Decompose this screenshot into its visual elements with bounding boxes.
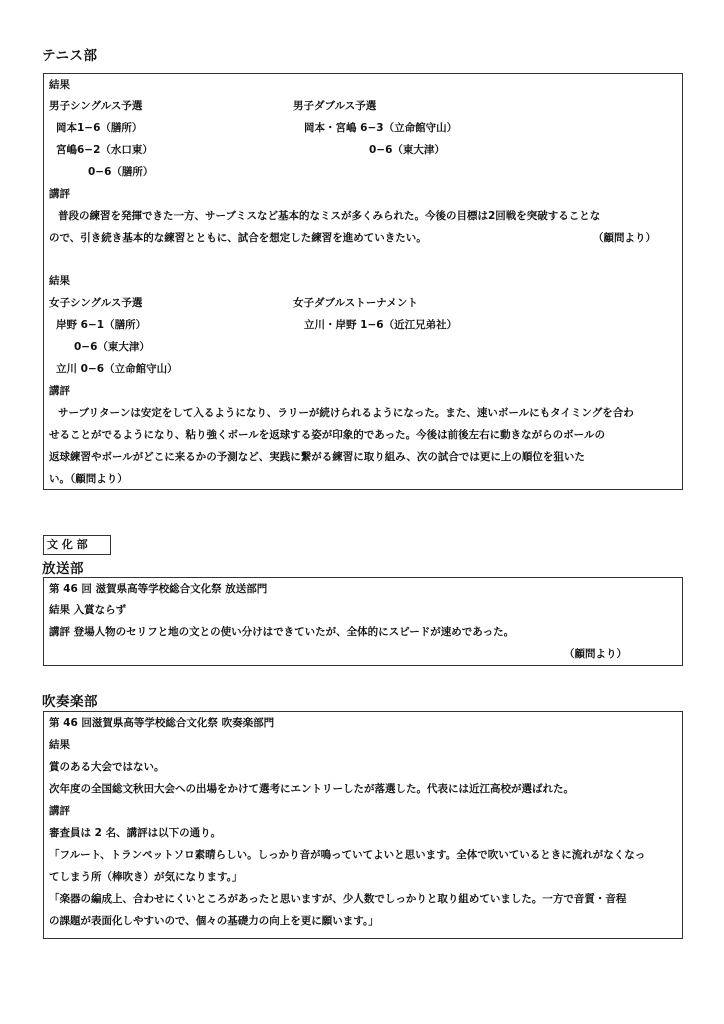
girls-doubles-result: 立川・岸野 1−6（近江兄弟社）	[304, 319, 458, 331]
boys-doubles-title: 男子ダブルス予選	[293, 100, 377, 112]
broadcast-result: 結果 入賞ならず	[49, 604, 127, 616]
girls-result-label: 結果	[49, 275, 70, 287]
broadcast-heading: 放送部	[42, 561, 84, 577]
brass-event: 第 46 回滋賀県高等学校総合文化祭 吹奏楽部門	[49, 717, 275, 729]
culture-section-tag: 文 化 部	[43, 535, 111, 555]
boys-singles-result: 岡本1−6（膳所）	[56, 122, 143, 134]
broadcast-event: 第 46 回 滋賀県高等学校総合文化祭 放送部門	[49, 583, 268, 595]
girls-doubles-title: 女子ダブルストーナメント	[293, 297, 418, 309]
broadcast-review-source: （顧問より）	[564, 648, 627, 660]
girls-singles-result: 立川 0−6（立命館守山）	[56, 363, 178, 375]
girls-review-line: せることがでるようになり、粘り強くボールを返球する姿が印象的であった。今後は前後左右に動きながらのボールの	[49, 429, 605, 441]
boys-singles-result: 宮嶋6−2（水口東）	[56, 144, 153, 156]
brass-review-line: てしまう所（棒吹き）が気になります。」	[49, 871, 243, 883]
tennis-heading: テニス部	[42, 48, 98, 64]
boys-singles-result: 0−6（膳所）	[88, 166, 154, 178]
brass-heading: 吹奏楽部	[42, 694, 98, 710]
brass-review-line: の課題が表面化しやすいので、個々の基礎力の向上を更に願います。」	[49, 915, 379, 927]
brass-review-line: 「楽器の編成上、合わせにくいところがあったと思いますが、少人数でしっかりと取り組めていました。一方で音質・音程	[49, 893, 627, 905]
boys-doubles-result: 0−6（東大津）	[369, 144, 445, 156]
brass-result-line: 賞のある大会ではない。	[49, 761, 165, 773]
boys-review-line: ので、引き続き基本的な練習とともに、試合を想定した練習を進めていきたい。	[49, 232, 427, 244]
girls-review-line: 返球練習やボールがどこに来るかの予測など、実践に繋がる練習に取り組み、次の試合では更に上の順位を狙いた	[49, 451, 585, 463]
boys-review-line: 普段の練習を発揮できた一方、サーブミスなど基本的なミスが多くみられた。今後の目標は2回戦を突破することな	[58, 210, 601, 222]
boys-review-source: （顧問より）	[593, 232, 656, 244]
brass-review-label: 講評	[49, 805, 70, 817]
brass-box	[43, 711, 683, 939]
brass-review-line: 審査員は 2 名、講評は以下の通り。	[49, 827, 222, 839]
girls-review-line: い。（顧問より）	[49, 473, 128, 485]
girls-singles-result: 0−6（東大津）	[74, 341, 150, 353]
brass-review-line: 「フルート、トランペットソロ素晴らしい。しっかり音が鳴っていてよいと思います。全体で吹いているときに流れがなくなっ	[49, 849, 646, 861]
broadcast-box	[43, 577, 683, 666]
brass-result-label: 結果	[49, 739, 70, 751]
boys-singles-title: 男子シングルス予選	[49, 100, 143, 112]
girls-singles-result: 岸野 6−1（膳所）	[56, 319, 147, 331]
tennis-box	[43, 73, 683, 490]
boys-doubles-result: 岡本・宮嶋 6−3（立命館守山）	[304, 122, 458, 134]
broadcast-review: 講評 登場人物のセリフと地の文との使い分けはできていたが、全体的にスピードが速めであった。	[49, 626, 515, 638]
girls-review-label: 講評	[49, 385, 70, 397]
boys-result-label: 結果	[49, 79, 70, 91]
brass-result-line: 次年度の全国総文秋田大会への出場をかけて選考にエントリーしたが落選した。代表には近江高校が選ばれた。	[49, 783, 574, 795]
girls-review-line: サーブリターンは安定をして入るようになり、ラリーが続けられるようになった。また、速いボールにもタイミングを合わ	[58, 407, 634, 419]
girls-singles-title: 女子シングルス予選	[49, 297, 143, 309]
boys-review-label: 講評	[49, 188, 70, 200]
